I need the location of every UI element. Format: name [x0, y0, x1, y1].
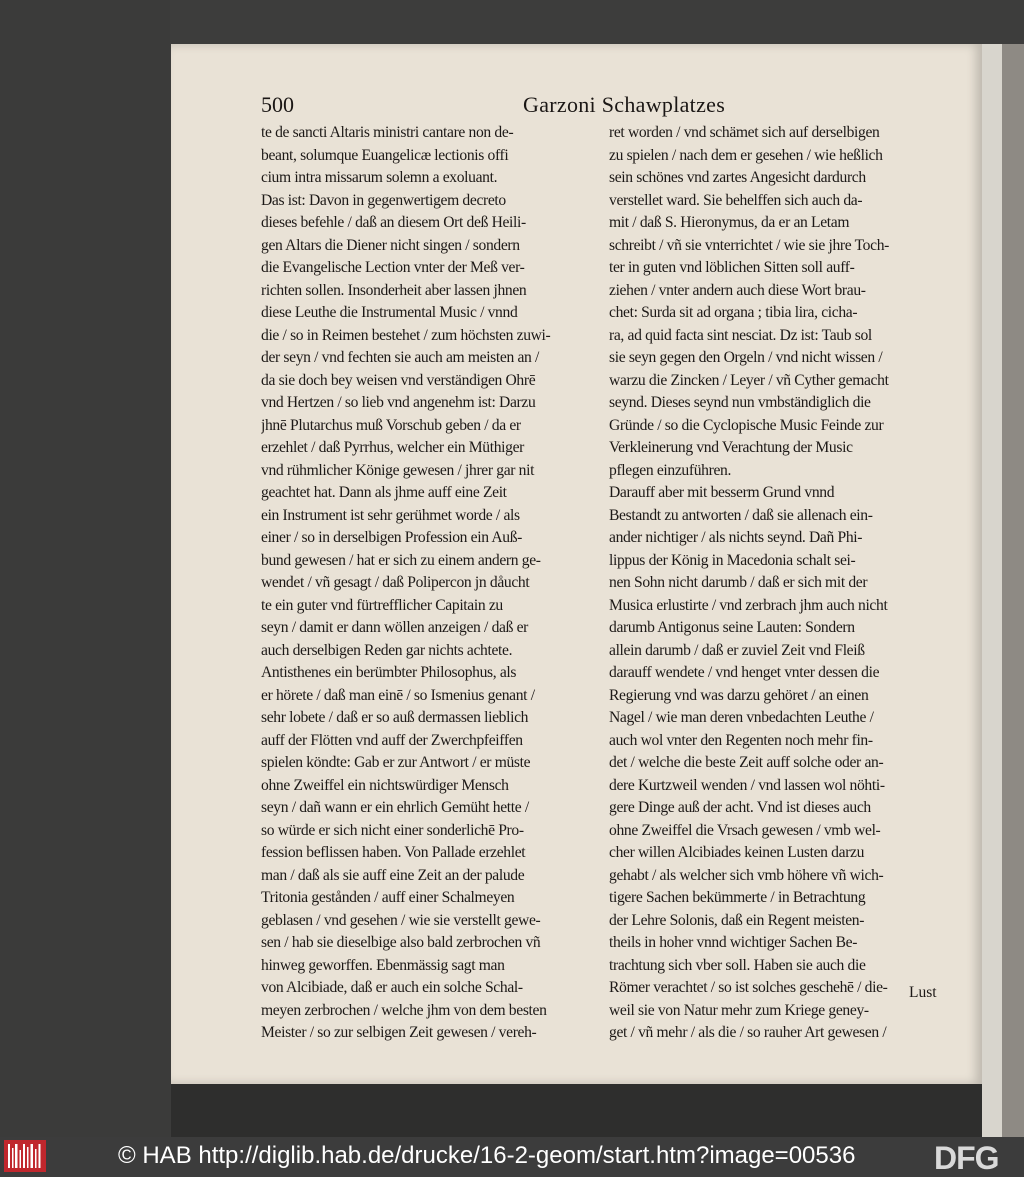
- text-line: geachtet hat. Dann als jhme auff eine Zeit: [261, 484, 507, 501]
- text-line: seyn / damit er dann wöllen anzeigen / daß er: [261, 619, 529, 636]
- viewer-footer: [0, 1137, 1024, 1177]
- text-line: da sie doch bey weisen vnd verständigen Ohrē: [261, 371, 536, 389]
- text-line: gehabt / als welcher sich vmb höhere vñ wich-: [609, 866, 884, 884]
- text-line: die Evangelische Lection vnter der Meß ver-: [261, 259, 525, 276]
- hab-barcode-logo-icon: [4, 1138, 46, 1174]
- text-line: fession beflissen haben. Von Pallade erzehlet: [261, 844, 526, 861]
- text-line: einer / so in derselbigen Profession ein Auß-: [261, 529, 522, 546]
- text-line: Bestandt zu antworten / daß sie allenach ein-: [609, 506, 873, 524]
- text-line: wendet / vñ gesagt / daß Polipercon jn dåucht: [261, 574, 530, 591]
- text-line: get / vñ mehr / als die / so rauher Art gewesen /: [609, 1024, 887, 1041]
- text-line: Antisthenes ein berümbter Philosophus, als: [261, 664, 517, 681]
- text-line: ret worden / vnd schämet sich auf derselbigen: [609, 124, 880, 141]
- text-line: vnd rühmlicher Könige gewesen / jhrer gar nit: [261, 461, 535, 479]
- text-line: lippus der König in Macedonia schalt sei-: [609, 551, 856, 569]
- text-line: der Lehre Solonis, daß ein Regent meisten-: [609, 911, 865, 929]
- text-line: schreibt / vñ sie vnterrichtet / wie sie jhre Toch-: [609, 236, 889, 254]
- text-line: Meister / so zur selbigen Zeit gewesen / vereh-: [261, 1024, 537, 1041]
- text-line: ohne Zweiffel die Vrsach gewesen / vmb wel-: [609, 821, 881, 839]
- copyright-url-text: © HAB http://diglib.hab.de/drucke/16-2-geom/start.htm?image=00536: [118, 1142, 856, 1169]
- text-line: cium intra missarum solemn a exoluant.: [261, 169, 498, 186]
- text-line: ein Instrument ist sehr gerühmet worde / als: [261, 506, 520, 524]
- text-line: bund gewesen / hat er sich zu einem andern ge-: [261, 551, 541, 569]
- text-line: meyen zerbrochen / welche jhm von dem besten: [261, 1001, 547, 1019]
- text-line: Das ist: Davon in gegenwertigem decreto: [261, 191, 506, 209]
- text-line: sehr lobete / daß er so auß dermassen lieblich: [261, 709, 529, 726]
- text-line: Verkleinerung vnd Verachtung der Music: [609, 439, 853, 456]
- book-binding-edge: [1002, 44, 1024, 1137]
- text-line: die / so in Reimen bestehet / zum höchsten zuwi-: [261, 326, 551, 344]
- text-line: weil sie von Natur mehr zum Kriege geney-: [609, 1001, 869, 1019]
- text-line: jhnē Plutarchus muß Vorschub geben / da er: [261, 416, 521, 434]
- text-column-right: [609, 122, 947, 1045]
- text-line: geblasen / vnd gesehen / wie sie verstellt gewe-: [261, 911, 541, 929]
- text-line: seyn / dañ wann er ein ehrlich Gemüht hette /: [261, 799, 529, 816]
- dfg-logo-text: DFG: [934, 1141, 999, 1173]
- text-line: diese Leuthe die Instrumental Music / vnnd: [261, 304, 518, 321]
- text-line: gere Dinge auß der acht. Vnd ist dieses auch: [609, 799, 871, 816]
- text-line: dieses befehle / daß an diesem Ort deß Heili-: [261, 214, 526, 231]
- text-line: nen Sohn nicht darumb / daß er sich mit der: [609, 574, 868, 591]
- text-line: verstellet ward. Sie behelffen sich auch da-: [609, 191, 863, 209]
- text-line: ohne Zweiffel ein nichtswürdiger Mensch: [261, 776, 509, 794]
- text-line: auff der Flötten vnd auff der Zwerchpfeiffen: [261, 731, 523, 749]
- text-line: er hörete / daß man einē / so Ismenius genant /: [261, 686, 535, 704]
- text-line: ander nichtiger / als nichts seynd. Dañ Phi-: [609, 529, 863, 546]
- text-line: mit / daß S. Hieronymus, da er an Letam: [609, 214, 850, 231]
- text-line: ra, ad quid facta sint nesciat. Dz ist: Taub sol: [609, 326, 872, 344]
- scan-bottom-shadow: [171, 1084, 982, 1137]
- text-line: so würde er sich nicht einer sonderlichē Pro-: [261, 821, 524, 839]
- text-line: te ein guter vnd fürtrefflicher Capitain zu: [261, 596, 503, 614]
- text-line: darumb Antigonus seine Lauten: Sondern: [609, 619, 855, 636]
- dfg-logo-icon: [934, 1141, 1018, 1173]
- text-line: erzehlet / daß Pyrrhus, welcher ein Müthiger: [261, 439, 525, 456]
- text-line: Tritonia gestånden / auff einer Schalmeyen: [261, 889, 515, 906]
- text-line: vnd Hertzen / so lieb vnd angenehm ist: Darzu: [261, 394, 536, 411]
- text-line: warzu die Zincken / Leyer / vñ Cyther gemacht: [609, 371, 889, 389]
- text-line: Nagel / wie man deren vnbedachten Leuthe /: [609, 709, 874, 726]
- text-line: allein darumb / daß er zuviel Zeit vnd Fleiß: [609, 641, 865, 659]
- text-line: auch derselbigen Reden gar nichts achtete.: [261, 641, 513, 659]
- text-line: beant, solumque Euangelicæ lectionis offi: [261, 146, 509, 164]
- text-column-left: [261, 122, 597, 1045]
- text-line: Regierung vnd was darzu gehöret / an einen: [609, 686, 869, 704]
- text-line: sein schönes vnd zartes Angesicht dardurch: [609, 169, 866, 186]
- text-line: Römer verachtet / so ist solches geschehē / die-: [609, 979, 888, 996]
- text-line: cher willen Alcibiades keinen Lusten darzu: [609, 844, 865, 861]
- text-line: sie seyn gegen den Orgeln / vnd nicht wissen /: [609, 349, 883, 366]
- text-line: gen Altars die Diener nicht singen / sondern: [261, 236, 520, 254]
- text-line: ziehen / vnter andern auch diese Wort brau-: [609, 281, 866, 299]
- text-line: seynd. Dieses seynd nun vmbständiglich die: [609, 394, 871, 411]
- text-line: pflegen einzuführen.: [609, 461, 732, 479]
- text-line: det / welche die beste Zeit auff solche oder an-: [609, 754, 884, 771]
- text-line: tigere Sachen bekümmerte / in Betrachtung: [609, 889, 866, 906]
- text-line: von Alcibiade, daß er auch ein solche Schal-: [261, 979, 523, 996]
- text-line: man / daß als sie auff eine Zeit an der palude: [261, 866, 525, 884]
- text-line: Musica erlustirte / vnd zerbrach jhm auch nicht: [609, 596, 888, 614]
- text-line: Darauff aber mit besserm Grund vnnd: [609, 484, 835, 501]
- text-line: hinweg geworffen. Ebenmässig sagt man: [261, 956, 505, 974]
- text-line: dere Kurtzweil wenden / vnd lassen wol nöhti-: [609, 776, 885, 794]
- page-header: [261, 92, 961, 126]
- text-line: darauff wendete / vnd henget vnter dessen die: [609, 664, 880, 681]
- text-line: Gründe / so die Cyclopische Music Feinde zur: [609, 416, 884, 434]
- text-line: ter in guten vnd löblichen Sitten soll auff-: [609, 259, 855, 276]
- book-page: [171, 44, 982, 1084]
- scan-left-margin: [0, 0, 170, 1137]
- text-line: zu spielen / nach dem er gesehen / wie heßlich: [609, 146, 883, 164]
- catchword: Lust: [909, 984, 937, 1001]
- text-line: theils in hoher vnnd wichtiger Sachen Be-: [609, 934, 858, 951]
- text-line: richten sollen. Insonderheit aber lassen jhnen: [261, 281, 527, 299]
- running-head: Garzoni Schawplatzes: [523, 92, 726, 117]
- text-line: auch wol vnter den Regenten noch mehr fin-: [609, 731, 873, 749]
- page-number: 500: [261, 92, 294, 117]
- text-line: spielen köndte: Gab er zur Antwort / er müste: [261, 754, 531, 771]
- text-line: sen / hab sie dieselbige also bald zerbrochen vñ: [261, 934, 541, 951]
- text-line: te de sancti Altaris ministri cantare non de-: [261, 124, 514, 141]
- text-line: trachtung sich vber soll. Haben sie auch die: [609, 956, 866, 974]
- text-line: der seyn / vnd fechten sie auch am meisten an /: [261, 349, 539, 366]
- text-line: chet: Surda sit ad organa ; tibia lira, cicha-: [609, 304, 858, 321]
